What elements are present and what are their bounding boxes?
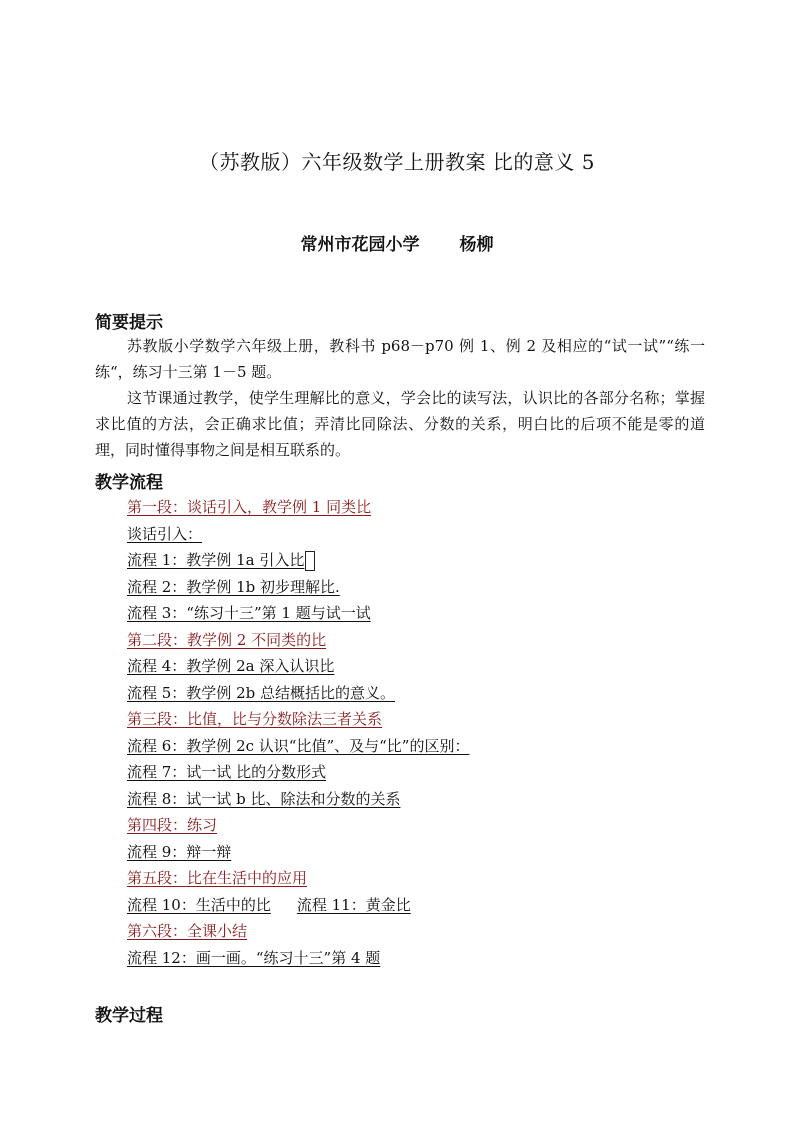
flow-stage-link[interactable] xyxy=(127,494,469,521)
flow-item-label: 流程 9：辩一辩 xyxy=(127,842,232,861)
flow-step-link[interactable] xyxy=(127,839,469,866)
flow-stage-link[interactable] xyxy=(127,812,469,839)
flow-item-label: 流程 3：“练习十三”第 1 题与试一试 xyxy=(127,604,371,622)
document-title: （苏教版）六年级数学上册教案 比的意义 5 xyxy=(199,150,595,174)
flow-step-link[interactable] xyxy=(127,600,469,627)
flow-item-label: 流程 2：教学例 1b 初步理解比. xyxy=(127,577,340,596)
flow-heading: 教学流程 xyxy=(95,473,163,493)
flow-step-link[interactable] xyxy=(127,574,469,601)
flow-step-link[interactable] xyxy=(127,759,469,786)
flow-item-label: 第三段：比值，比与分数除法三者关系 xyxy=(127,710,383,728)
text-cursor-box xyxy=(305,551,315,571)
summary-paragraph-1: 苏教版小学数学六年级上册，教科书 p68－p70 例 1、例 2 及相应的“试一试”“练一练“，练习十三第 1－5 题。 xyxy=(95,337,705,381)
flow-stage-link[interactable] xyxy=(127,627,469,654)
flow-item-label: 流程 7：试一试 比的分数形式 xyxy=(127,763,327,781)
flow-item-label: 流程 4：教学例 2a 深入认识比 xyxy=(127,657,335,675)
author-line xyxy=(0,230,794,255)
flow-item-label-secondary: 流程 11：黄金比 xyxy=(296,895,411,914)
flow-item-label: 第一段：谈话引入，教学例 1 同类比 xyxy=(127,498,372,516)
flow-item-label: 第六段：全课小结 xyxy=(127,922,248,940)
flow-item-label: 谈话引入： xyxy=(127,524,203,543)
flow-step-link[interactable] xyxy=(127,521,469,548)
process-heading: 教学过程 xyxy=(95,1006,163,1026)
flow-item-label: 流程 5：教学例 2b 总结概括比的意义。 xyxy=(127,683,395,702)
flow-step-link[interactable] xyxy=(127,733,469,760)
author-school: 常州市花园小学 xyxy=(300,235,420,255)
flow-item-label: 流程 12：画一画。“练习十三”第 4 题 xyxy=(127,948,381,967)
flow-item-label: 第四段：练习 xyxy=(127,816,218,834)
flow-step-link[interactable] xyxy=(127,786,469,813)
summary-paragraph-2: 这节课通过教学，使学生理解比的意义，学会比的读写法，认识比的各部分名称；掌握求比值的方法，会正确求比值；弄清比同除法、分数的关系，明白比的后项不能是零的道理，同时懂得事物之间是相互联系的。 xyxy=(95,389,705,459)
flow-item-label: 流程 6：教学例 2c 认识“比值”、及与“比”的区别： xyxy=(127,736,470,755)
author-name: 杨柳 xyxy=(459,235,494,255)
flow-stage-link[interactable] xyxy=(127,918,469,945)
summary-heading: 简要提示 xyxy=(95,313,163,333)
flow-step-link[interactable] xyxy=(127,892,469,919)
flow-stage-link[interactable] xyxy=(127,865,469,892)
flow-stage-link[interactable] xyxy=(127,706,469,733)
flow-item-label: 流程 1：教学例 1a 引入比 xyxy=(127,551,305,569)
flow-step-link[interactable] xyxy=(127,653,469,680)
flow-list xyxy=(127,494,469,971)
flow-step-link[interactable] xyxy=(127,680,469,707)
flow-step-link[interactable] xyxy=(127,547,469,574)
flow-item-label: 流程 8：试一试 b 比、除法和分数的关系 xyxy=(127,789,401,808)
flow-step-link[interactable] xyxy=(127,945,469,972)
flow-item-label: 第五段：比在生活中的应用 xyxy=(127,869,308,887)
flow-item-label: 第二段：教学例 2 不同类的比 xyxy=(127,630,327,649)
flow-item-label: 流程 10：生活中的比 xyxy=(127,895,271,914)
